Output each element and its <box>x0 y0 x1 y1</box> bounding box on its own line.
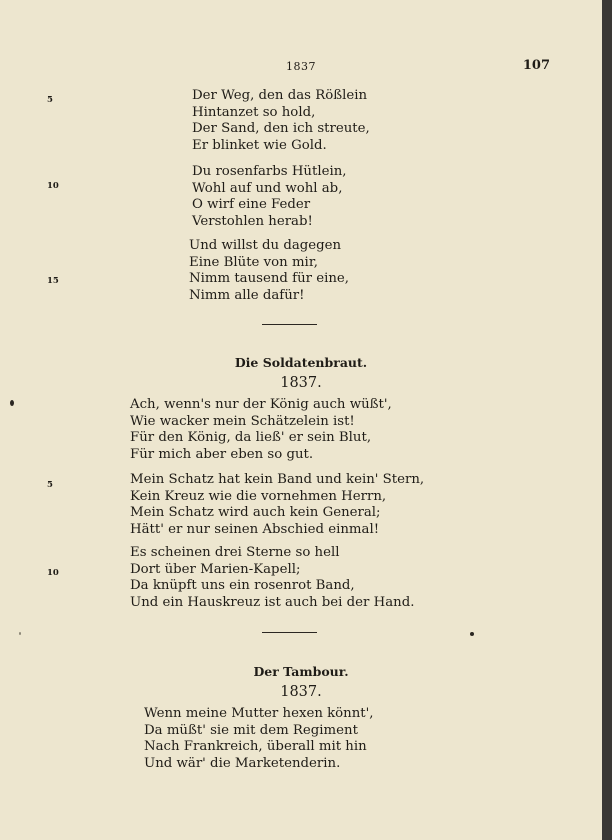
verse-line: Dort über Marien-Kapell; <box>130 561 301 577</box>
verse-line: Hätt' er nur seinen Abschied einmal! <box>130 522 380 538</box>
scan-edge <box>602 0 612 840</box>
verse-line: Da müßt' sie mit dem Regiment <box>144 722 358 738</box>
poem3-stanza-1 <box>144 706 374 773</box>
scan-speck <box>470 632 474 636</box>
verse-line: Wohl auf und wohl ab, <box>192 180 343 196</box>
scan-speck <box>19 632 21 635</box>
verse-line: Verstohlen herab! <box>192 214 313 230</box>
verse-line: Hintanzet so hold, <box>192 104 316 120</box>
verse-line: Eine Blüte von mir, <box>189 254 318 270</box>
verse-line: Da knüpft uns ein rosenrot Band, <box>130 578 355 594</box>
verse-line: Du rosenfarbs Hütlein, <box>192 164 347 179</box>
poem3-title: Der Tambour. <box>253 664 349 679</box>
verse-line: Nimm tausend für eine, <box>189 271 350 287</box>
poem2-title: Die Soldatenbraut. <box>234 355 368 370</box>
running-header-year: 1837 <box>286 60 316 73</box>
line-number: 10 <box>47 181 59 191</box>
verse-line: O wirf eine Feder <box>192 197 311 213</box>
poem1-stanza-1 <box>192 88 370 155</box>
verse-line: Es scheinen drei Sterne so hell <box>130 545 340 560</box>
scan-speck <box>10 400 14 406</box>
verse-line: Für den König, da ließ' er sein Blut, <box>130 430 372 446</box>
verse-line: Der Sand, den ich streute, <box>192 121 370 137</box>
line-number: 5 <box>47 95 53 105</box>
verse-line: Kein Kreuz wie die vornehmen Herrn, <box>130 488 387 504</box>
section-divider <box>262 324 317 325</box>
section-divider <box>262 632 317 633</box>
line-number: 10 <box>47 568 59 578</box>
verse-line: Ach, wenn's nur der König auch wüßt', <box>130 397 392 412</box>
verse-line: Für mich aber eben so gut. <box>130 447 314 463</box>
verse-line: Wie wacker mein Schätzelein ist! <box>130 413 355 429</box>
line-number: 5 <box>47 480 53 490</box>
page-number: 107 <box>522 58 550 73</box>
poem2-stanza-1 <box>130 397 392 464</box>
verse-line: Der Weg, den das Rößlein <box>192 88 368 103</box>
verse-line: Nimm alle dafür! <box>189 288 305 304</box>
poem1-stanza-2 <box>192 164 347 231</box>
verse-line: Er blinket wie Gold. <box>192 138 327 154</box>
poem3-year: 1837. <box>280 684 322 700</box>
line-number: 15 <box>47 276 59 286</box>
verse-line: Und willst du dagegen <box>189 238 342 253</box>
verse-line: Und ein Hauskreuz ist auch bei der Hand. <box>130 595 415 611</box>
verse-line: Mein Schatz wird auch kein General; <box>130 505 381 521</box>
verse-line: Mein Schatz hat kein Band und kein' Stern, <box>130 472 425 487</box>
poem2-stanza-3 <box>130 545 414 612</box>
verse-line: Und wär' die Marketenderin. <box>144 756 341 772</box>
poem1-stanza-3 <box>189 238 349 305</box>
poem2-year: 1837. <box>280 375 322 391</box>
verse-line: Wenn meine Mutter hexen könnt', <box>144 706 374 721</box>
verse-line: Nach Frankreich, überall mit hin <box>144 739 367 755</box>
poem2-stanza-2 <box>130 472 424 539</box>
